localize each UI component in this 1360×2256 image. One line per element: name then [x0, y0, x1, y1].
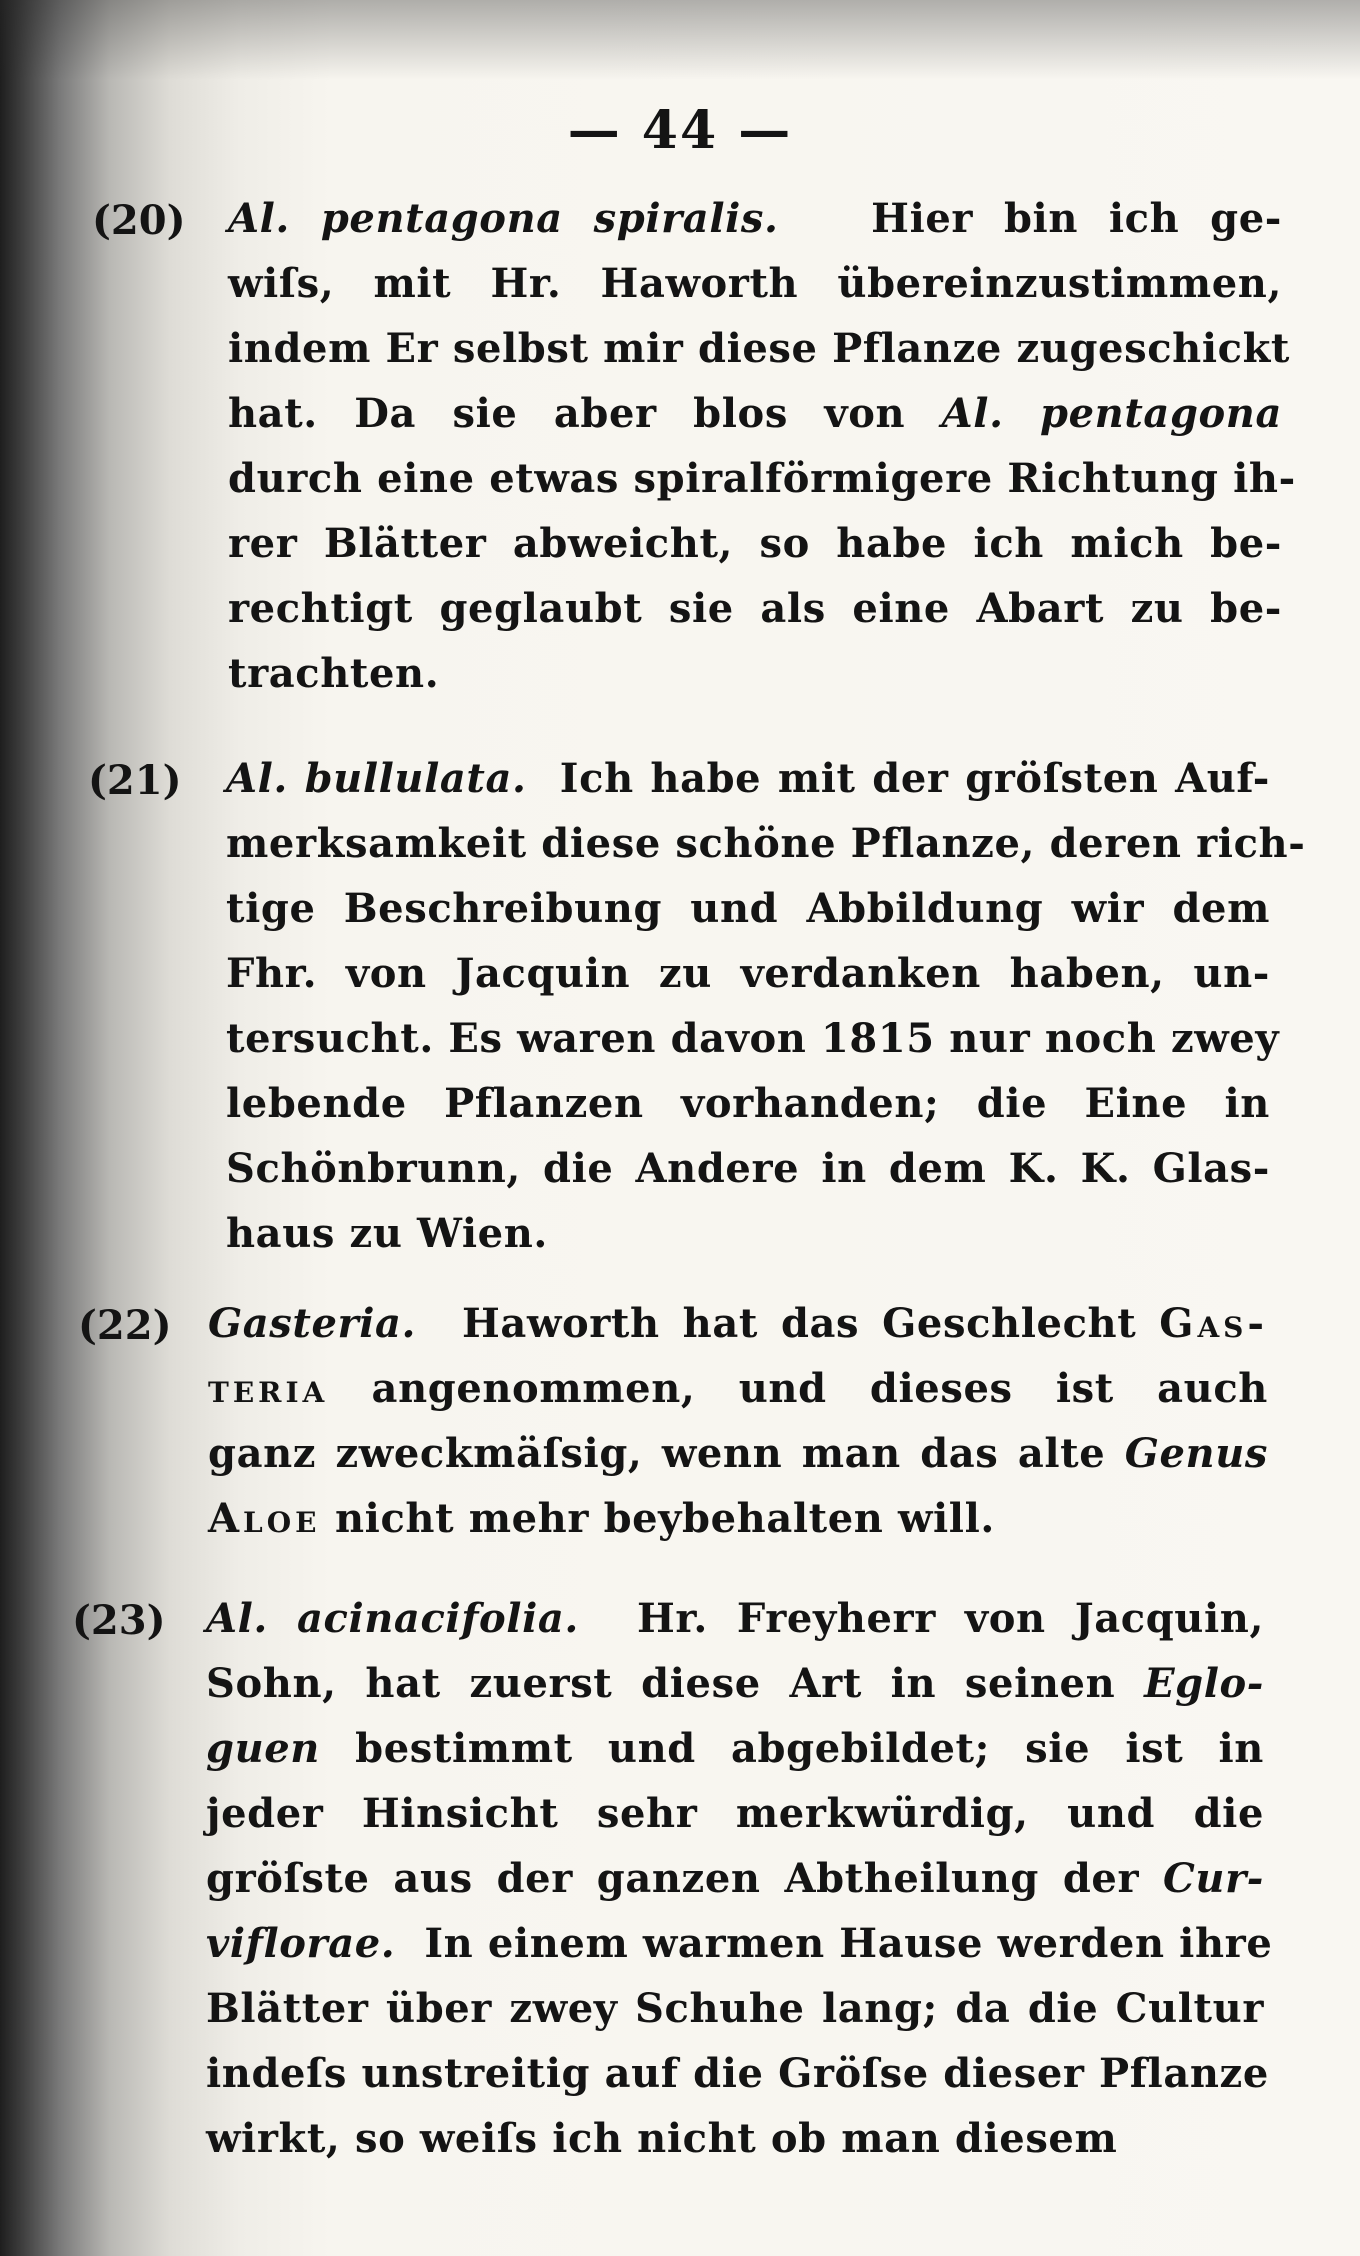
small-caps-text: teria	[208, 1365, 329, 1412]
footnote-line	[206, 1985, 1264, 2033]
footnote-number: (23)	[72, 1597, 166, 1644]
text-run: indeſs unstreitig auf die Gröſse dieser Pflanze	[206, 2050, 1269, 2097]
text-run: indem Er selbst mir diese Pflanze zugeschickt	[228, 325, 1290, 372]
italic-text: Eglo-	[1144, 1660, 1264, 1707]
footnote-number: (22)	[78, 1302, 172, 1349]
footnote-line	[226, 820, 1306, 868]
text-run: trachten.	[228, 650, 440, 697]
italic-text: viflorae.	[206, 1920, 396, 1967]
italic-text: Cur-	[1163, 1855, 1264, 1902]
footnote-line	[226, 950, 1270, 998]
footnote-line	[206, 2115, 1264, 2163]
text-run: angenommen, und dieses ist auch	[328, 1365, 1268, 1412]
footnote-line	[226, 1080, 1270, 1128]
footnote-line	[228, 260, 1282, 308]
text-run: durch eine etwas spiralförmigere Richtung ih-	[228, 455, 1296, 502]
text-run: tige Beschreibung und Abbildung wir dem	[226, 885, 1270, 932]
text-run: Sohn, hat zuerst diese Art in seinen	[206, 1660, 1145, 1707]
footnote-line	[228, 585, 1282, 633]
footnote-line	[228, 520, 1282, 568]
italic-text: Al. bullulata.	[226, 755, 527, 802]
footnote-line	[206, 1920, 1273, 1968]
footnote-line	[228, 390, 1282, 438]
page-number: — 44 —	[567, 100, 793, 161]
footnote-line	[228, 325, 1290, 373]
text-run: rechtigt geglaubt sie als eine Abart zu be-	[228, 585, 1282, 632]
text-run: tersucht. Es waren davon 1815 nur noch zwey	[226, 1015, 1280, 1062]
footnote-line	[206, 1725, 1264, 1773]
italic-text: Gasteria.	[208, 1300, 417, 1347]
text-run: Fhr. von Jacquin zu verdanken haben, un-	[226, 950, 1270, 997]
text-run: Ich habe mit der gröſsten Auf-	[526, 755, 1270, 802]
footnote-line	[226, 1145, 1270, 1193]
footnote-line	[226, 1210, 1270, 1258]
footnote-number: (21)	[88, 757, 182, 804]
footnote-line	[226, 755, 1270, 803]
text-run: haus zu Wien.	[226, 1210, 548, 1257]
footnote-line	[206, 1790, 1264, 1838]
footnote-line	[208, 1365, 1268, 1413]
text-run: ganz zweckmäſsig, wenn man das alte	[208, 1430, 1125, 1477]
footnote-line	[228, 195, 1282, 243]
footnote-line	[206, 2050, 1269, 2098]
small-caps-text: Gas-	[1159, 1300, 1268, 1347]
text-run: Blätter über zwey Schuhe lang; da die Cultur	[206, 1985, 1264, 2032]
footnote-line	[206, 1855, 1264, 1903]
text-run: gröſste aus der ganzen Abtheilung der	[206, 1855, 1163, 1902]
text-run: bestimmt und abgebildet; sie ist in	[319, 1725, 1264, 1772]
footnote-line	[226, 1015, 1280, 1063]
italic-text: Al. acinacifolia.	[206, 1595, 579, 1642]
text-run: hat. Da sie aber blos von	[228, 390, 942, 437]
footnote-line	[226, 885, 1270, 933]
text-run: Hr. Freyherr von Jacquin,	[578, 1595, 1264, 1642]
footnote-line	[208, 1430, 1268, 1478]
text-run: merksamkeit diese schöne Pflanze, deren rich-	[226, 820, 1306, 867]
text-run: jeder Hinsicht sehr merkwürdig, und die	[206, 1790, 1264, 1837]
text-run: wirkt, so weiſs ich nicht ob man diesem	[206, 2115, 1118, 2162]
footnote-line	[228, 650, 1282, 698]
footnote-line	[206, 1660, 1264, 1708]
footnote-number: (20)	[92, 197, 186, 244]
text-run: Haworth hat das Geschlecht	[416, 1300, 1160, 1347]
text-run: wiſs, mit Hr. Haworth übereinzustimmen,	[228, 260, 1282, 307]
italic-text: guen	[206, 1725, 320, 1772]
footnote-line	[208, 1300, 1268, 1348]
text-run: nicht mehr beybehalten will.	[320, 1495, 995, 1542]
small-caps-text: Aloe	[208, 1495, 321, 1542]
text-run: Hier bin ich ge-	[778, 195, 1282, 242]
footnote-line	[228, 455, 1296, 503]
italic-text: Al. pentagona spiralis.	[228, 195, 779, 242]
text-run: lebende Pflanzen vorhanden; die Eine in	[226, 1080, 1270, 1127]
text-run: Schönbrunn, die Andere in dem K. K. Glas-	[226, 1145, 1270, 1192]
italic-text: Genus	[1124, 1430, 1268, 1477]
italic-text: Al. pentagona	[941, 390, 1282, 437]
footnote-line	[208, 1495, 1268, 1543]
text-run: In einem warmen Hause werden ihre	[395, 1920, 1273, 1967]
text-run: rer Blätter abweicht, so habe ich mich be-	[228, 520, 1282, 567]
footnote-line	[206, 1595, 1264, 1643]
